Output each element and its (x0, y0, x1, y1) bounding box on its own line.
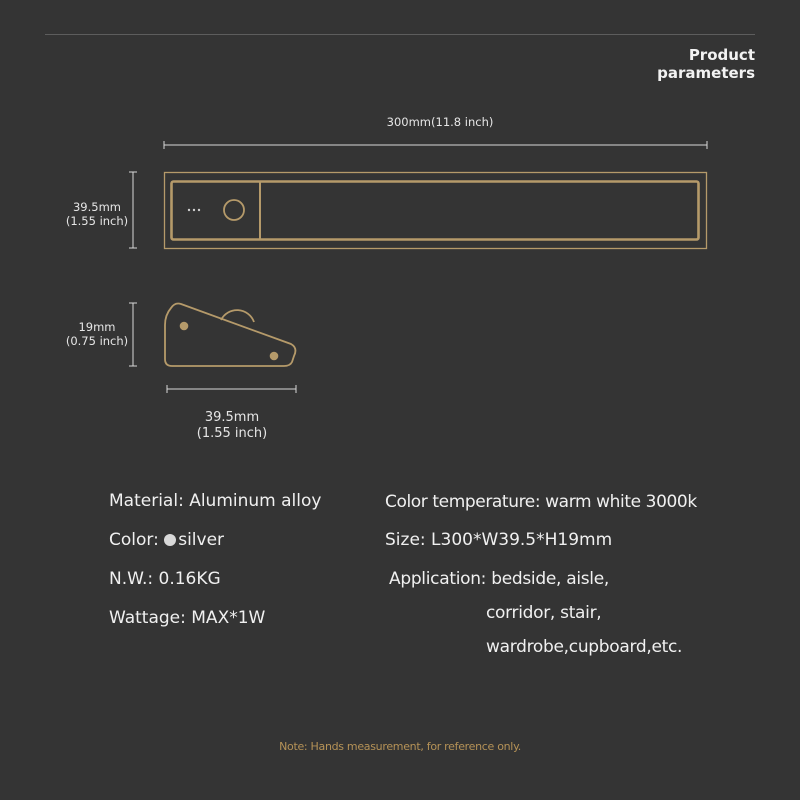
spec-color (109, 530, 224, 550)
spec-wattage: Wattage: MAX*1W (109, 608, 266, 628)
spec-application-line3: wardrobe,cupboard,etc. (486, 637, 683, 657)
front-height-in: (1.55 inch) (65, 214, 129, 228)
footer-note: Note: Hands measurement, for reference only. (279, 740, 521, 753)
side-width-dimension-line (167, 385, 296, 393)
page-title-line1: Product (688, 46, 755, 64)
silver-swatch-icon (164, 534, 176, 546)
front-height-mm: 39.5mm (72, 200, 121, 214)
spec-material: Material: Aluminum alloy (109, 491, 322, 511)
side-width-mm: 39.5mm (204, 410, 260, 425)
spec-application-line2: corridor, stair, (486, 603, 602, 623)
spec-color-label: Color: (109, 530, 165, 550)
front-view-bar (165, 173, 707, 249)
spec-color-temperature: Color temperature: warm white 3000k (385, 492, 697, 512)
side-height-in: (0.75 inch) (65, 334, 129, 348)
side-width-in: (1.55 inch) (196, 426, 268, 441)
side-height-mm: 19mm (78, 320, 116, 334)
length-label (360, 115, 520, 129)
spec-size: Size: L300*W39.5*H19mm (385, 530, 613, 550)
length-text: 300mm(11.8 inch) (386, 115, 494, 129)
spec-application-line1: Application: bedside, aisle, (389, 569, 609, 589)
spec-color-value: silver (178, 530, 225, 550)
front-height-label (52, 200, 142, 228)
page-title-line2: parameters (657, 64, 755, 82)
indicator-dots (188, 209, 200, 211)
side-width-label (182, 410, 282, 442)
side-height-label (52, 320, 142, 348)
spec-weight: N.W.: 0.16KG (109, 569, 221, 589)
length-dimension-line (164, 141, 707, 149)
side-profile (165, 304, 295, 367)
